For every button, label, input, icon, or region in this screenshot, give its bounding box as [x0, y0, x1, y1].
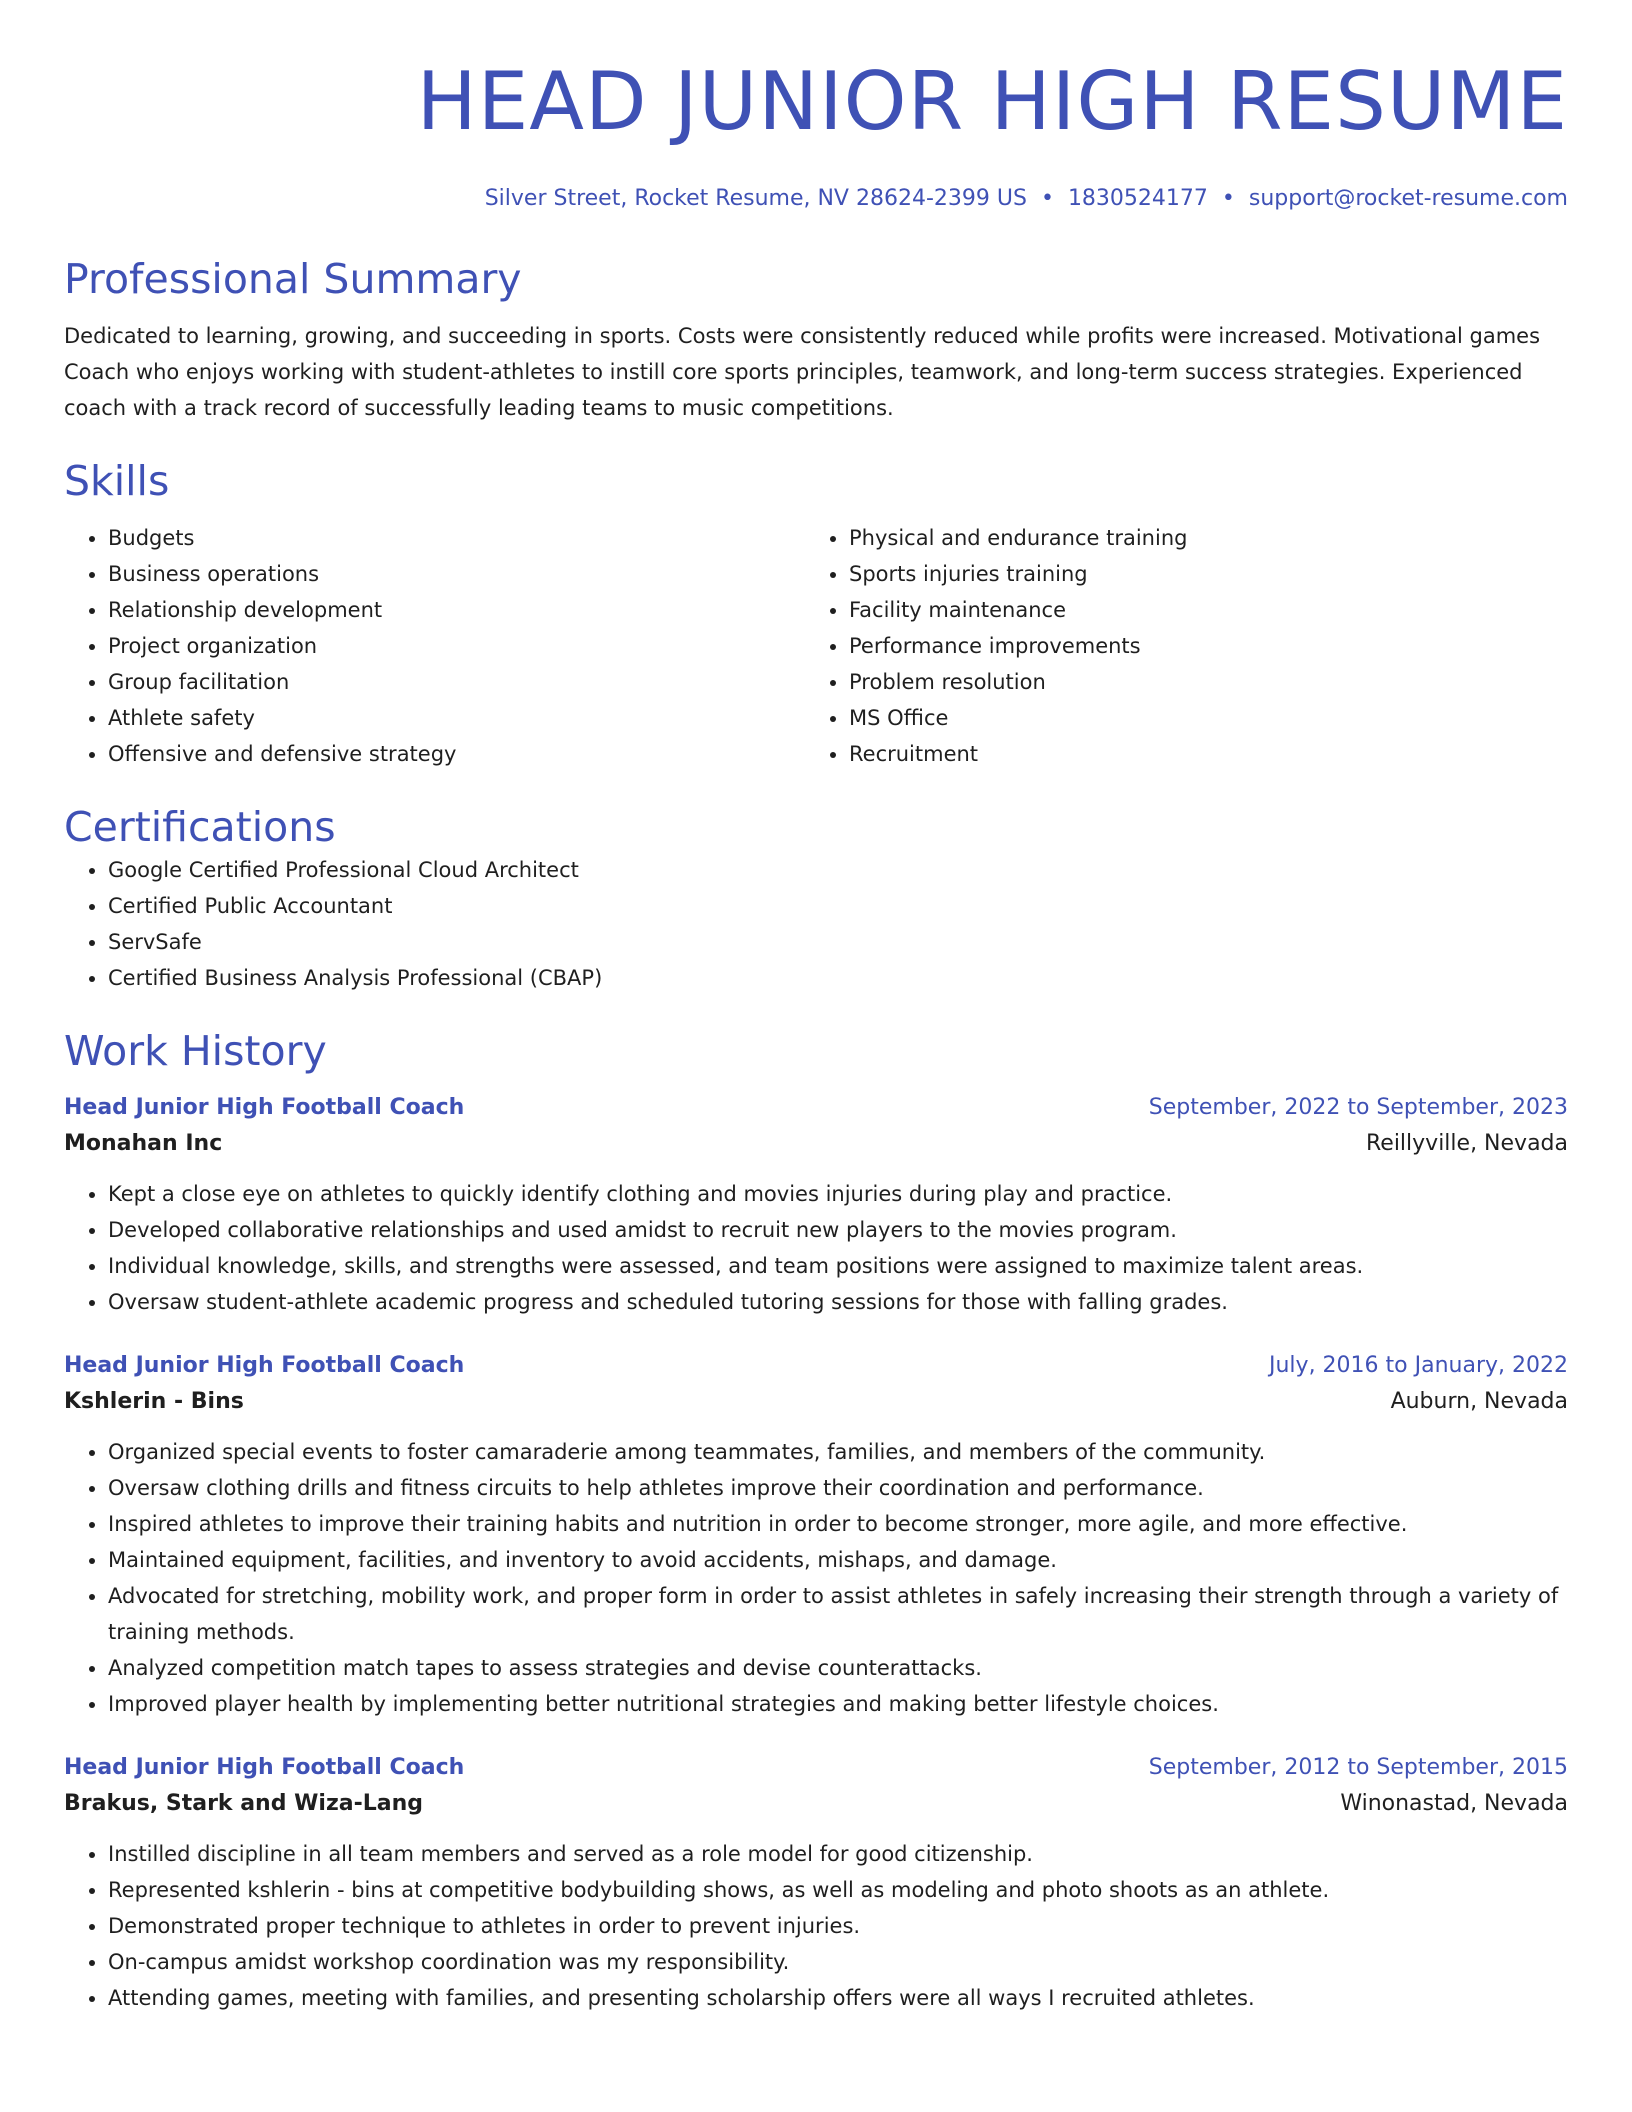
job-title: Head Junior High Football Coach: [64, 1353, 465, 1378]
job-company-row: [64, 1126, 1568, 1162]
skill-item: • Physical and endurance training: [849, 520, 1546, 556]
skills-column-left: [64, 520, 805, 772]
job-title-row: [64, 1090, 1568, 1126]
skill-item: • Group facilitation: [108, 664, 805, 700]
skill-item: • Budgets: [108, 520, 805, 556]
summary-heading: Professional Summary: [64, 255, 522, 303]
contact-line: [64, 184, 1568, 214]
job-bullets: [64, 1434, 1568, 1722]
contact-separator: •: [1040, 186, 1054, 211]
skills-heading: Skills: [64, 457, 170, 505]
job-location: Auburn, Nevada: [1390, 1389, 1568, 1414]
certifications-heading: Certifications: [64, 803, 336, 851]
job-location: Reillyville, Nevada: [1365, 1131, 1568, 1156]
job-bullet: • Organized special events to foster camaraderie among teammates, families, and members of the community.: [108, 1434, 1568, 1470]
skills-list-right: [805, 520, 1546, 772]
job-bullet: • Demonstrated proper technique to athletes in order to prevent injuries.: [108, 1908, 1568, 1944]
certification-item: • ServSafe: [108, 924, 1568, 960]
job-bullet: • Advocated for stretching, mobility work, and proper form in order to assist athletes in safely increasing their strength through a variety of training methods.: [108, 1578, 1568, 1650]
work-history-section: [64, 1026, 1568, 2016]
skill-item: • Offensive and defensive strategy: [108, 736, 805, 772]
job-bullet: • Inspired athletes to improve their training habits and nutrition in order to become stronger, more agile, and more effective.: [108, 1506, 1568, 1542]
job-bullet: • Instilled discipline in all team members and served as a role model for good citizenship.: [108, 1836, 1568, 1872]
resume-header: [64, 54, 1568, 214]
skill-item: • Sports injuries training: [849, 556, 1546, 592]
job-bullet: • Kept a close eye on athletes to quickly identify clothing and movies injuries during play and practice.: [108, 1176, 1568, 1212]
job-entry: [64, 1750, 1568, 2016]
job-bullet: • Oversaw student-athlete academic progress and scheduled tutoring sessions for those with falling grades.: [108, 1284, 1568, 1320]
job-bullet: • Maintained equipment, facilities, and inventory to avoid accidents, mishaps, and damage.: [108, 1542, 1568, 1578]
skill-item: • Recruitment: [849, 736, 1546, 772]
job-company: Monahan Inc: [64, 1131, 223, 1156]
contact-address: Silver Street, Rocket Resume, NV 28624-2399 US: [484, 186, 1027, 211]
skill-item: • Business operations: [108, 556, 805, 592]
job-bullet: • Oversaw clothing drills and fitness circuits to help athletes improve their coordination and performance.: [108, 1470, 1568, 1506]
contact-separator: •: [1221, 186, 1235, 211]
job-entry: [64, 1348, 1568, 1722]
skill-item: • MS Office: [849, 700, 1546, 736]
job-bullets: [64, 1176, 1568, 1320]
job-title: Head Junior High Football Coach: [64, 1755, 465, 1780]
skill-item: • Project organization: [108, 628, 805, 664]
resume-name: HEAD JUNIOR HIGH RESUME: [416, 55, 1568, 148]
skills-section: [64, 456, 1568, 772]
certification-item: • Certified Public Accountant: [108, 888, 1568, 924]
job-dates: September, 2022 to September, 2023: [1148, 1095, 1568, 1120]
skill-item: • Performance improvements: [849, 628, 1546, 664]
job-company: Brakus, Stark and Wiza-Lang: [64, 1791, 423, 1816]
skill-item: • Facility maintenance: [849, 592, 1546, 628]
job-entry: [64, 1090, 1568, 1320]
job-company-row: [64, 1786, 1568, 1822]
summary-text: Dedicated to learning, growing, and succeeding in sports. Costs were consistently reduced while profits were increased. Motivational games Coach who enjoys working with student-athletes to instill core sports principles, teamwork, and long-term success strategies. Experienced coach with a track record of successfully leading teams to music competitions.: [64, 324, 1541, 420]
job-bullet: • Improved player health by implementing better nutritional strategies and making better lifestyle choices.: [108, 1686, 1568, 1722]
job-bullet: • Attending games, meeting with families, and presenting scholarship offers were all ways I recruited athletes.: [108, 1980, 1568, 2016]
job-dates: September, 2012 to September, 2015: [1148, 1755, 1568, 1780]
job-location: Winonastad, Nevada: [1340, 1791, 1568, 1816]
summary-section: [64, 254, 1568, 426]
work-history-heading: Work History: [64, 1027, 327, 1075]
skill-item: • Problem resolution: [849, 664, 1546, 700]
job-title-row: [64, 1348, 1568, 1384]
skills-list-left: [64, 520, 805, 772]
job-bullets: [64, 1836, 1568, 2016]
skills-column-right: [805, 520, 1546, 772]
certification-item: • Google Certified Professional Cloud Architect: [108, 852, 1568, 888]
job-company-row: [64, 1384, 1568, 1420]
job-company: Kshlerin - Bins: [64, 1389, 244, 1414]
skills-grid: [64, 520, 1568, 772]
job-bullet: • Represented kshlerin - bins at competitive bodybuilding shows, as well as modeling and photo shoots as an athlete.: [108, 1872, 1568, 1908]
skill-item: • Relationship development: [108, 592, 805, 628]
contact-phone: 1830524177: [1067, 186, 1208, 211]
certifications-list: [64, 852, 1568, 996]
job-bullet: • Individual knowledge, skills, and strengths were assessed, and team positions were assigned to maximize talent areas.: [108, 1248, 1568, 1284]
skill-item: • Athlete safety: [108, 700, 805, 736]
job-bullet: • Developed collaborative relationships and used amidst to recruit new players to the movies program.: [108, 1212, 1568, 1248]
job-bullet: • Analyzed competition match tapes to assess strategies and devise counterattacks.: [108, 1650, 1568, 1686]
job-dates: July, 2016 to January, 2022: [1269, 1353, 1568, 1378]
job-title-row: [64, 1750, 1568, 1786]
job-title: Head Junior High Football Coach: [64, 1095, 465, 1120]
certifications-section: [64, 802, 1568, 996]
contact-email: support@rocket-resume.com: [1248, 186, 1568, 211]
job-bullet: • On-campus amidst workshop coordination was my responsibility.: [108, 1944, 1568, 1980]
certification-item: • Certified Business Analysis Professional (CBAP): [108, 960, 1568, 996]
